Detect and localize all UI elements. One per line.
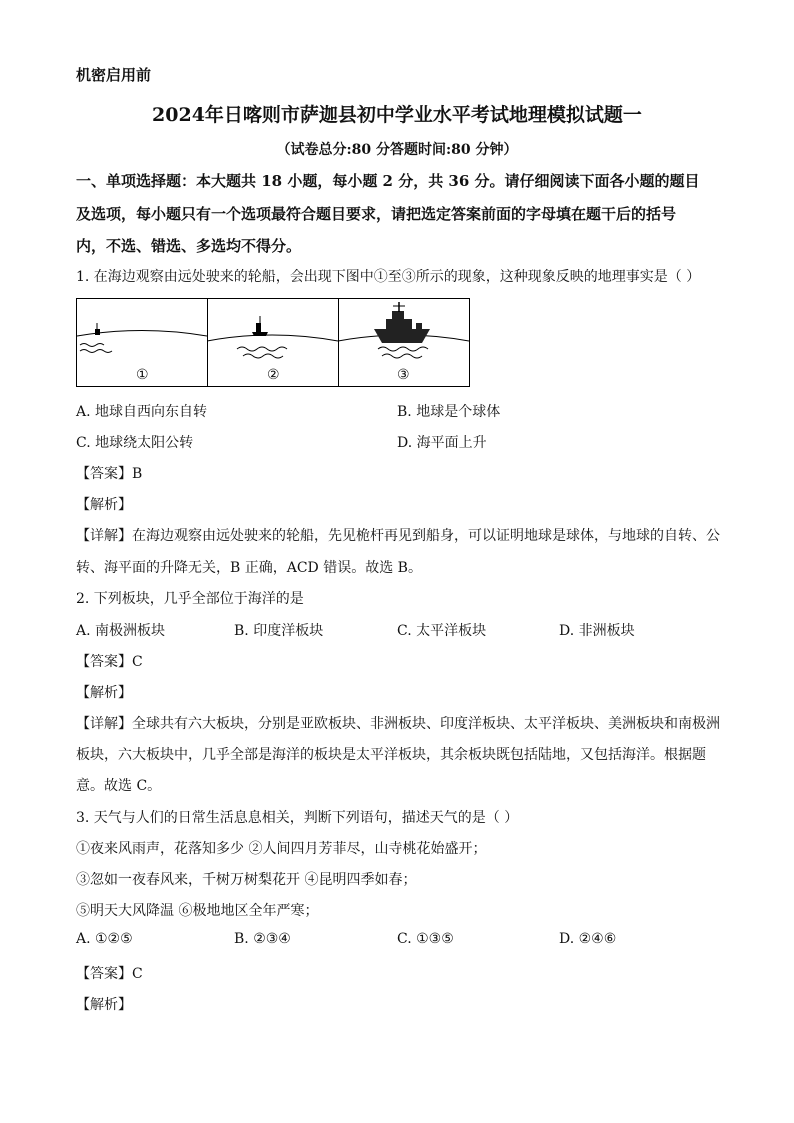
- section-instructions-line1: 一、单项选择题：本大题共 18 小题，每小题 2 分，共 36 分。请仔细阅读下面各小题的题目: [76, 172, 700, 190]
- q3-option-b: B. ②③④: [234, 931, 291, 947]
- q3-stem: 3. 天气与人们的日常生活息息相关，判断下列语句，描述天气的是（ ）: [76, 810, 519, 826]
- ship-panel-1: [77, 299, 208, 386]
- section-instructions-line2: 及选项，每小题只有一个选项最符合题目要求，请把选定答案前面的字母填在题干后的括号: [76, 205, 677, 223]
- q3-statement-line2: ③忽如一夜春风来，千树万树梨花开 ④昆明四季如春；: [76, 872, 417, 888]
- q2-option-c: C. 太平洋板块: [397, 623, 487, 639]
- q1-option-d: D. 海平面上升: [397, 435, 487, 451]
- ship-label-2: ②: [267, 367, 280, 383]
- ship-label-3: ③: [397, 367, 410, 383]
- q1-option-a: A. 地球自西向东自转: [76, 404, 208, 420]
- q1-option-c: C. 地球绕太阳公转: [76, 435, 194, 451]
- q1-option-b: B. 地球是个球体: [397, 404, 501, 420]
- q1-stem: 1. 在海边观察由远处驶来的轮船，会出现下图中①至③所示的现象，这种现象反映的地理事实是（ ）: [76, 269, 701, 285]
- ship-panel-2: [207, 299, 339, 386]
- q2-detail-line3: 意。故选 C。: [76, 778, 162, 794]
- q2-analysis-label: 【解析】: [76, 685, 132, 701]
- ship-panel-3: [338, 299, 469, 386]
- ship-label-1: ①: [136, 367, 149, 383]
- q2-stem: 2. 下列板块，几乎全部位于海洋的是: [76, 591, 304, 607]
- q2-detail-line2: 板块，六大板块中，几乎全部是海洋的板块是太平洋板块，其余板块既包括陆地，又包括海洋。根据题: [76, 747, 706, 763]
- q2-answer: 【答案】C: [76, 654, 143, 670]
- q3-answer: 【答案】C: [76, 966, 143, 982]
- q1-detail-line2: 转、海平面的升降无关，B 正确，ACD 错误。故选 B。: [76, 560, 422, 576]
- q2-option-a: A. 南极洲板块: [76, 623, 166, 639]
- q3-option-c: C. ①③⑤: [397, 931, 454, 947]
- q3-statement-line3: ⑤明天大风降温 ⑥极地地区全年严寒；: [76, 903, 319, 919]
- secrecy-label: 机密启用前: [76, 66, 152, 84]
- q2-detail-line1: 【详解】全球共有六大板块，分别是亚欧板块、非洲板块、印度洋板块、太平洋板块、美洲板块和南极洲: [76, 716, 720, 732]
- q3-analysis-label: 【解析】: [76, 997, 132, 1013]
- section-instructions-line3: 内，不选、错选、多选均不得分。: [76, 237, 302, 255]
- q1-detail-line1: 【详解】在海边观察由远处驶来的轮船，先见桅杆再见到船身，可以证明地球是球体，与地球的自转、公: [76, 528, 720, 544]
- q1-analysis-label: 【解析】: [76, 497, 132, 513]
- q3-option-a: A. ①②⑤: [76, 931, 133, 947]
- q2-option-b: B. 印度洋板块: [234, 623, 324, 639]
- ship-figure: [76, 298, 470, 387]
- page-subtitle: （试卷总分:80 分答题时间:80 分钟）: [276, 142, 518, 158]
- q3-option-d: D. ②④⑥: [559, 931, 617, 947]
- q2-option-d: D. 非洲板块: [559, 623, 635, 639]
- q3-statement-line1: ①夜来风雨声，花落知多少 ②人间四月芳菲尽，山寺桃花始盛开；: [76, 841, 487, 857]
- q1-answer: 【答案】B: [76, 466, 143, 482]
- page-title: 2024年日喀则市萨迦县初中学业水平考试地理模拟试题一: [152, 104, 642, 126]
